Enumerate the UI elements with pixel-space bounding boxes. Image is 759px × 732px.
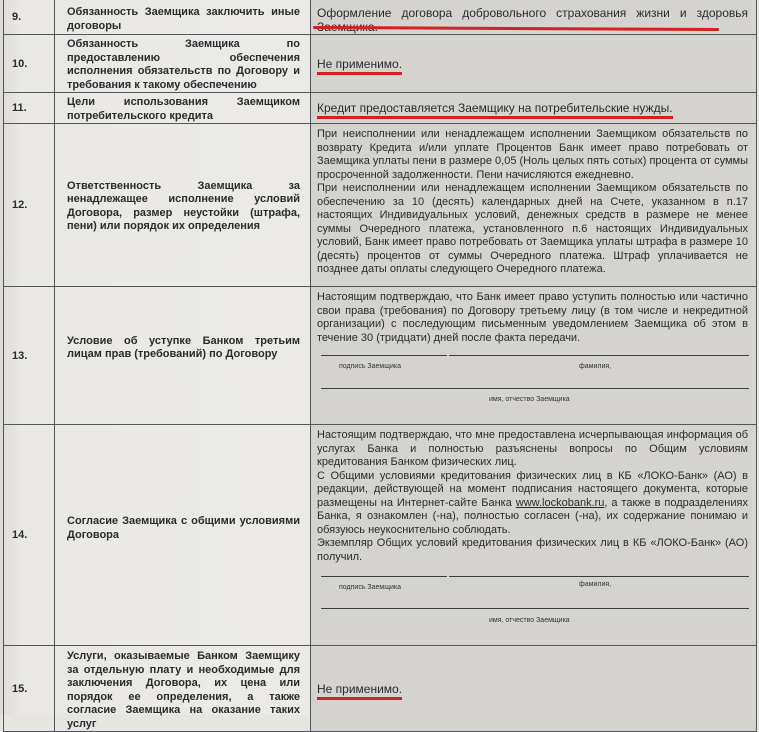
row-number: 15.	[4, 646, 55, 732]
condition-cell: Цели использования Заемщиком потребительского кредита	[55, 93, 311, 124]
signature-block	[317, 564, 748, 628]
table-row-10	[4, 35, 757, 93]
condition-cell: Обязанность Заемщика по предоставлению обеспечения исполнения обязательств по Договору и требования к такому обеспечению	[55, 35, 311, 93]
condition-cell: Согласие Заемщика с общими условиями Договора	[55, 425, 311, 646]
row-number: 10.	[4, 35, 55, 93]
not-applicable-value: Не применимо.	[317, 57, 402, 75]
signature-line[interactable]	[321, 355, 447, 356]
name-line[interactable]	[321, 388, 749, 389]
row-number: 13.	[4, 287, 55, 425]
value-cell	[311, 93, 757, 124]
name-line[interactable]	[321, 608, 749, 609]
condition-cell: Условие об уступке Банком третьим лицам прав (требований) по Договору	[55, 287, 311, 425]
signature-block	[317, 345, 748, 405]
value-cell	[311, 35, 757, 93]
assignment-paragraph: Настоящим подтверждаю, что Банк имеет право уступить полностью или частично свои права (требования) по Договору третьему лицу (в том числе и некредитной организации) с последующим письменным уведомлением Заемщика об этом в течение 30 (тридцати) дней после факта передачи.	[317, 291, 748, 344]
surname-line[interactable]	[449, 355, 749, 356]
penalty-paragraph: При неисполнении или ненадлежащем исполнении Заемщиком обязательств по возврату Кредита и/или уплате Процентов Банк имеет право потребовать от Заемщика уплаты пени в размере 0,05 (Ноль целых пять сотых) процента от суммы просроченной задолженности. Пени начисляются ежедневно.	[317, 128, 748, 181]
condition-cell: Услуги, оказываемые Банком Заемщику за отдельную плату и необходимые для заключения Договора, их цена или порядок ее определения, а также согласие Заемщика на оказание таких услуг	[55, 646, 311, 732]
table-row-15	[4, 646, 757, 732]
fine-paragraph: При неисполнении или ненадлежащем исполнении Заемщиком обязательств по обеспечению за 10 (десять) календарных дней на Счете, указанном в п.17 настоящих Индивидуальных условий, денежных средств в размере не менее суммы Очередного платежа, установленного п.6 настоящих Индивидуальных условий, Банк имеет право потребовать от Заемщика уплаты штрафа в размере 10 (десять) процентов от суммы Очередного платежа. Штраф уплачивается не позднее даты оплаты следующего Очередного платежа.	[317, 182, 748, 275]
table-row-14	[4, 425, 757, 646]
table-row-13	[4, 287, 757, 425]
copy-received-paragraph: Экземпляр Общих условий кредитования физических лиц в КБ «ЛОКО-Банк» (АО) получил.	[317, 537, 748, 563]
row-number: 14.	[4, 425, 55, 646]
loan-conditions-table	[3, 0, 757, 732]
table-row-11	[4, 93, 757, 124]
not-applicable-value: Не применимо.	[317, 682, 402, 700]
insurance-value: Оформление договора добровольного страхования жизни и здоровья	[317, 6, 748, 20]
condition-cell: Ответственность Заемщика за ненадлежащее исполнение условий Договора, размер неустойки (штрафа, пени) или порядок их определения	[55, 124, 311, 287]
row-number: 11.	[4, 93, 55, 124]
row-number: 12.	[4, 124, 55, 287]
signature-caption: подпись Заемщика	[339, 584, 402, 591]
surname-caption: фамилия,	[579, 581, 612, 588]
value-cell	[311, 425, 757, 646]
signature-line[interactable]	[321, 576, 447, 577]
bank-website-link[interactable]: www.lockobank.ru	[515, 496, 605, 509]
signature-caption: подпись Заемщика	[339, 363, 402, 370]
info-paragraph: Настоящим подтверждаю, что мне предоставлена исчерпывающая информация об услугах Банка и полностью разъяснены вопросы по Общим условиям кредитования Банком физических лиц.	[317, 429, 748, 468]
name-caption: имя, отчество Заемщика	[489, 396, 570, 403]
surname-caption: фамилия,	[579, 363, 612, 370]
consent-text-a: С Общими условиями кредитования физических лиц в КБ «ЛОКО-Банк» (АО) в редакции, действующей на момент подписания настоящего документа, которые размещены на Интернет-сайте Банка	[317, 469, 748, 509]
name-caption: имя, отчество Заемщика	[489, 617, 570, 624]
table-row-12	[4, 124, 757, 287]
row-number: 9.	[4, 0, 55, 35]
loan-purpose-value: Кредит предоставляется Заемщику на потребительские нужды.	[317, 101, 673, 119]
value-cell	[311, 646, 757, 732]
condition-cell: Обязанность Заемщика заключить иные договоры	[55, 0, 311, 35]
value-cell	[311, 124, 757, 287]
consent-paragraph	[317, 470, 748, 538]
consent-text-b: , а также в подразделениях Банка, я ознакомлен (-на), полностью согласен (-на), их содержание понимаю и обязуюсь неукоснительно соблюдать.	[317, 496, 748, 536]
surname-line[interactable]	[449, 576, 749, 577]
value-cell	[311, 287, 757, 425]
